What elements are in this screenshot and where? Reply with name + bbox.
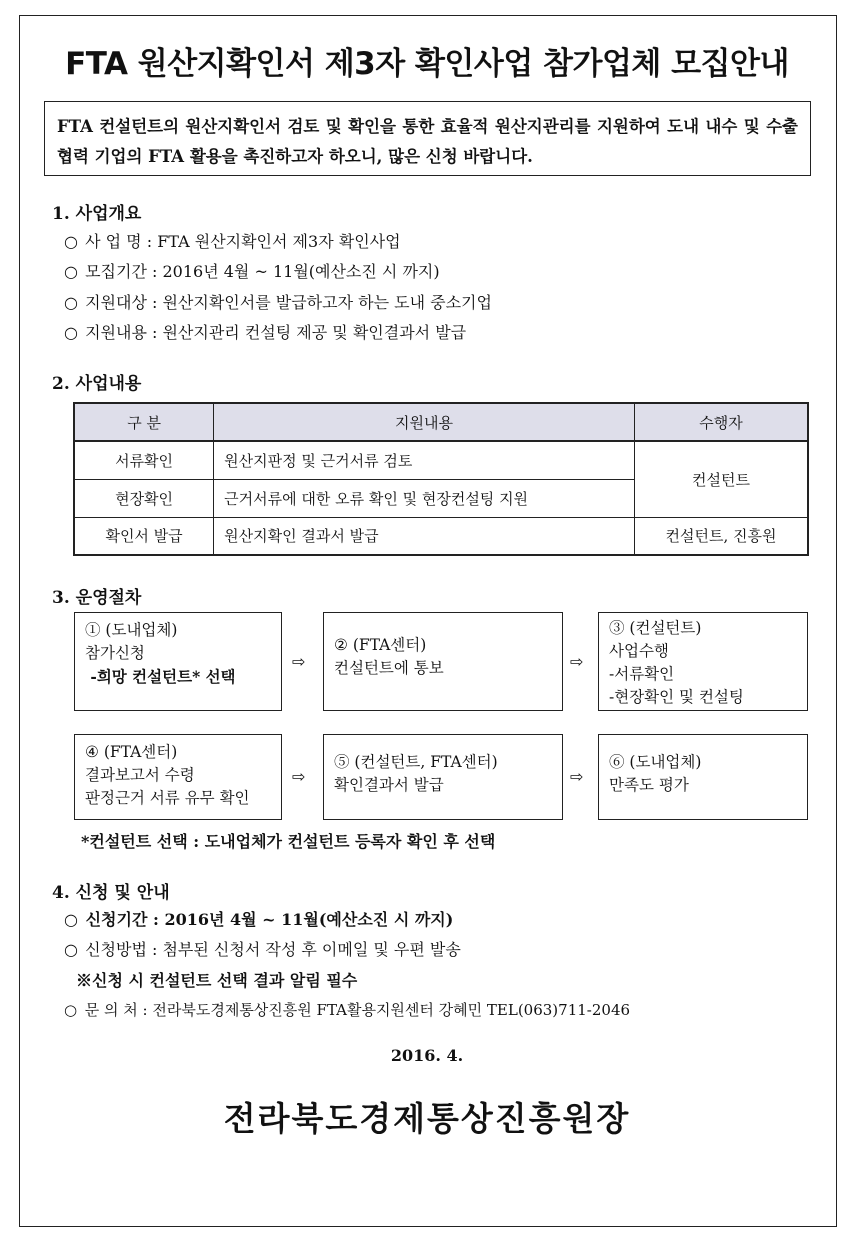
table-cell-category: 현장확인 <box>74 479 214 517</box>
flow-step-3: ③ (컨설턴트) 사업수행 -서류확인 -현장확인 및 컨설팅 <box>598 612 808 711</box>
table-cell-content: 원산지판정 및 근거서류 검토 <box>214 441 635 479</box>
section1-item-target: ○ 지원대상 : 원산지확인서를 발급하고자 하는 도내 중소기업 <box>64 293 492 312</box>
section1-item-content: ○ 지원내용 : 원산지관리 컨설팅 제공 및 확인결과서 발급 <box>64 323 467 342</box>
section4-heading: 4. 신청 및 안내 <box>52 883 170 903</box>
table-header-performer: 수행자 <box>634 403 808 441</box>
section2-heading: 2. 사업내용 <box>52 374 142 394</box>
document-date: 2016. 4. <box>390 1046 464 1065</box>
arrow-right-icon: ⇨ <box>292 652 306 671</box>
table-cell-content: 원산지확인 결과서 발급 <box>214 517 635 555</box>
bullet-icon: ○ <box>64 940 78 959</box>
table-header-content: 지원내용 <box>214 403 635 441</box>
section4-method: ○ 신청방법 : 첨부된 신청서 작성 후 이메일 및 우편 발송 <box>64 940 461 959</box>
support-table <box>73 402 809 556</box>
bullet-icon: ○ <box>64 232 78 251</box>
table-cell-category: 서류확인 <box>74 441 214 479</box>
bullet-icon: ○ <box>64 1001 78 1019</box>
bullet-icon: ○ <box>64 323 78 342</box>
table-row <box>74 517 808 555</box>
table-cell-performer: 컨설턴트, 진흥원 <box>634 517 808 555</box>
consultant-note: *컨설턴트 선택 : 도내업체가 컨설턴트 등록자 확인 후 선택 <box>81 832 496 851</box>
flow-step-4: ④ (FTA센터) 결과보고서 수령 판정근거 서류 유무 확인 <box>74 734 282 820</box>
table-row <box>74 441 808 479</box>
section1-item-name: ○ 사 업 명 : FTA 원산지확인서 제3자 확인사업 <box>64 232 401 251</box>
issuer-signature: 전라북도경제통상진흥원장 <box>223 1099 631 1138</box>
section4-notice: ※신청 시 컨설턴트 선택 결과 알림 필수 <box>76 971 358 990</box>
flow-step-5: ⑤ (컨설턴트, FTA센터) 확인결과서 발급 <box>323 734 563 820</box>
section4-period: ○ 신청기간 : 2016년 4월 ~ 11월(예산소진 시 까지) <box>64 910 454 929</box>
table-cell-performer-merged: 컨설턴트 <box>634 441 808 517</box>
flow-step-1: ① (도내업체) 참가신청 -희망 컨설턴트* 선택 <box>74 612 282 711</box>
section1-item-period: ○ 모집기간 : 2016년 4월 ~ 11월(예산소진 시 까지) <box>64 262 440 281</box>
section4-contact: ○ 문 의 처 : 전라북도경제통상진흥원 FTA활용지원센터 강혜민 TEL(063)711-2046 <box>64 1001 631 1019</box>
table-header-category: 구 분 <box>74 403 214 441</box>
section1-heading: 1. 사업개요 <box>52 204 142 224</box>
bullet-icon: ○ <box>64 293 78 312</box>
section3-heading: 3. 운영절차 <box>52 588 142 608</box>
intro-box: FTA 컨설턴트의 원산지확인서 검토 및 확인을 통한 효율적 원산지관리를 지원하여 도내 내수 및 수출협력 기업의 FTA 활용을 촉진하고자 하오니, 많은 신청 바랍니다. <box>44 101 811 176</box>
table-cell-content: 근거서류에 대한 오류 확인 및 현장컨설팅 지원 <box>214 479 635 517</box>
arrow-right-icon: ⇨ <box>570 652 584 671</box>
page-title: FTA 원산지확인서 제3자 확인사업 참가업체 모집안내 <box>65 46 789 82</box>
arrow-right-icon: ⇨ <box>570 767 584 786</box>
arrow-right-icon: ⇨ <box>292 767 306 786</box>
flow-step-2: ② (FTA센터) 컨설턴트에 통보 <box>323 612 563 711</box>
bullet-icon: ○ <box>64 910 78 929</box>
bullet-icon: ○ <box>64 262 78 281</box>
table-header-row <box>74 403 808 441</box>
table-cell-category: 확인서 발급 <box>74 517 214 555</box>
flow-step-6: ⑥ (도내업체) 만족도 평가 <box>598 734 808 820</box>
